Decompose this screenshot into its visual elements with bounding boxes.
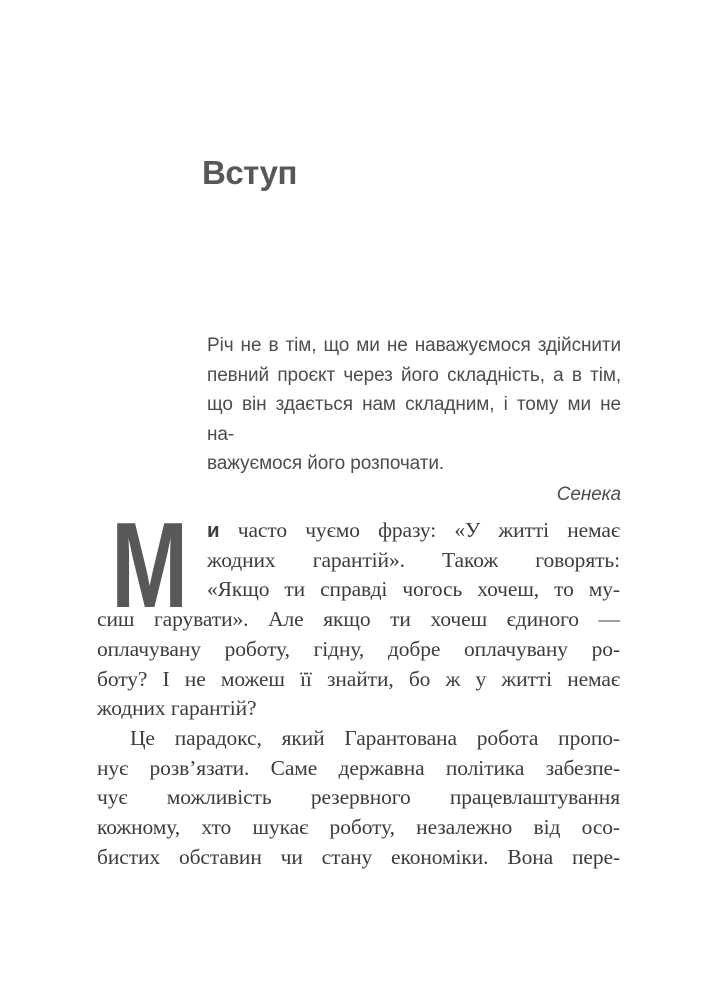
body-line: сиш гарувати». Але якщо ти хочеш єдиного — (97, 607, 620, 632)
body-line: жодних гарантій». Також говорять: (207, 547, 620, 572)
chapter-title: Вступ (202, 154, 297, 192)
body-line: Це парадокс, який Гарантована робота пропо- (130, 725, 620, 750)
lead-word: и (207, 519, 220, 542)
body-line: оплачувану роботу, гідну, добре оплачувану ро- (97, 636, 620, 661)
body-line: бистих обставин чи стану економіки. Вона пере- (97, 844, 620, 869)
epigraph-line: важуємося його розпочати. (207, 453, 445, 474)
body-line-text: часто чуємо фразу: «У житті немає (237, 518, 620, 542)
epigraph-line: Річ не в тім, що ми не наважуємося здійснити (207, 335, 621, 356)
epigraph-line: певний проєкт через його складність, а в тім, (207, 364, 621, 386)
body-line: боту? І не можеш її знайти, бо ж у житті немає (97, 666, 620, 691)
body-line: чує можливість резервного працевлаштування (97, 785, 620, 810)
epigraph (207, 331, 621, 509)
body-line: жодних гарантій? (97, 696, 257, 721)
epigraph-attribution: Сенека (556, 483, 621, 505)
drop-cap-letter: М (111, 497, 189, 633)
body-text (97, 497, 620, 872)
body-line (207, 516, 620, 546)
body-line: «Якщо ти справді чогось хочеш, то му- (207, 577, 620, 602)
body-line: нує розв’язати. Саме державна політика забезпе- (97, 755, 620, 780)
body-line: кожному, хто шукає роботу, незалежно від осо- (97, 815, 620, 840)
epigraph-line: що він здається нам складним, і тому ми не на- (207, 394, 621, 445)
